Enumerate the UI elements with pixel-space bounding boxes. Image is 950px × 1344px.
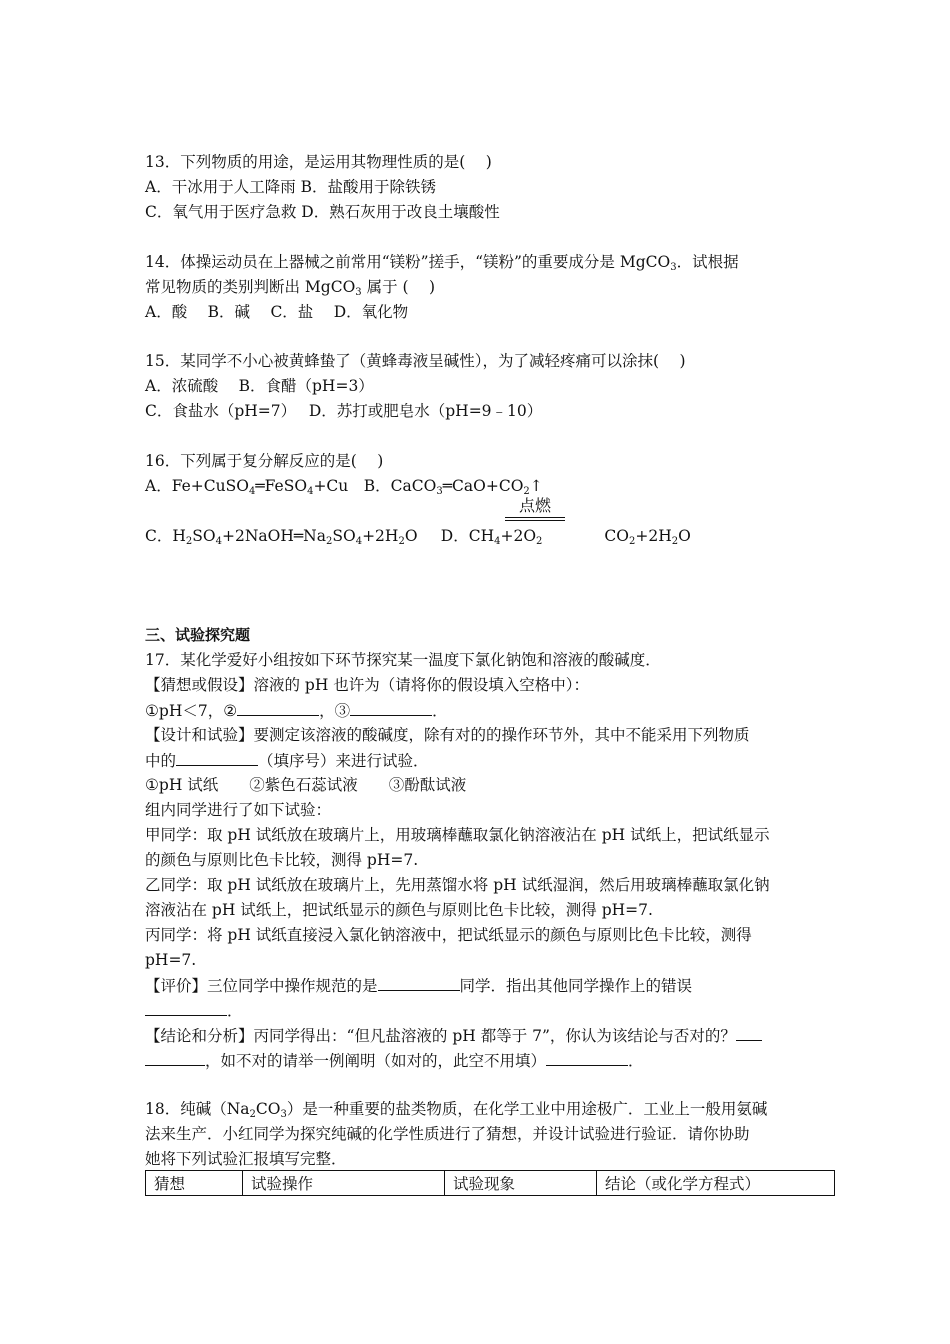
q17-conclusion-line2: ，如不对的请举一例阐明（如对的，此空不用填） ． [145,1050,644,1071]
q14-options: A．酸 B．碱 C．盐 D．氧化物 [145,303,409,321]
table-header-cell: 结论（或化学方程式） [597,1171,835,1196]
q14-stem-line2: 常见物质的类别判断出 MgCO$_3$ 属于 ( ) [145,278,436,298]
q17-reagents: ①pH 试纸 ②紫色石蕊试液 ③酚酞试液 [145,776,467,794]
table-header-cell: 试验操作 [243,1171,445,1196]
q17-evaluation: 【评价】三位同学中操作规范的是 同学．指出其他同学操作上的错误 [145,977,693,995]
q17-guess-items: ①pH＜7，② ，③ ． [145,702,448,720]
answer-blank[interactable] [736,1025,762,1041]
q17-stem: 17．某化学爱好小组按如下环节探究某一温度下氯化钠饱和溶液的酸碱度． [145,651,661,669]
q17-bing: 丙同学：将 pH 试纸直接浸入氯化钠溶液中，把试纸显示的颜色与原则比色卡比较，测得 [145,926,752,944]
q17-jia-line2: 的颜色与原则比色卡比较，测得 pH=7. [145,851,419,869]
answer-blank[interactable] [176,750,258,766]
table-header-cell: 猜想 [146,1171,243,1196]
q18-stem: 18．纯碱$(Na_2CO_3)$是一种重要的盐类物质，在化学工业中用途极广．工业上一般用氨碱 [145,1100,768,1120]
q18-stem-line2: 法来生产．小红同学为探究纯碱的化学性质进行了猜想，并设计试验进行验证．请你协助 [145,1125,750,1143]
q18-stem-line3: 她将下列试验汇报填写完整． [145,1150,347,1168]
answer-blank[interactable] [546,1050,628,1066]
q16-stem: 16．下列属于复分解反应的是( ) [145,452,384,470]
q17-evaluation-line2: ． [145,1000,243,1021]
answer-blank[interactable] [237,700,319,716]
q17-bing-line2: pH=7. [145,951,197,969]
answer-blank[interactable] [350,700,432,716]
reaction-condition [505,497,565,521]
q13-stem: 13．下列物质的用途，是运用其物理性质的是( ) [145,153,492,171]
q15-options-ab: A．浓硫酸 B．食醋（pH=3） [145,377,374,395]
q13-options-cd: C．氧气用于医疗急救 D．熟石灰用于改良土壤酸性 [145,203,500,221]
q17-intro: 组内同学进行了如下试验： [145,801,332,819]
q16-options-cd: C．$H_2SO_4+2NaOH═Na_2SO_4+2H_2O$ D．$CH_4+2O_2$ $CO_2+2H_2O$ [145,527,691,547]
experiment-report-table [145,1170,835,1196]
q16-options-ab: A．Fe+CuSO$_4$═FeSO$_4$+Cu B．$CaCO_3═CaO+CO_2↑$ [145,477,543,497]
q13-options-ab: A．干冰用于人工降雨 B．盐酸用于除铁锈 [145,178,437,196]
q17-conclusion: 【结论和分析】丙同学得出：“但凡盐溶液的 pH 都等于 7”，你认为该结论与否对的？ [145,1025,762,1046]
q15-options-cd: C．食盐水（pH=7） D．苏打或肥皂水（pH=9﹣10） [145,402,543,420]
table-header-row [146,1171,835,1196]
q17-yi-line2: 溶液沾在 pH 试纸上，把试纸显示的颜色与原则比色卡比较，测得 pH=7. [145,901,653,919]
section-heading: 三、试验探究题 [145,626,251,644]
q17-yi: 乙同学：取 pH 试纸放在玻璃片上，先用蒸馏水将 pH 试纸湿润，然后用玻璃棒蘸取氯化钠 [145,876,770,894]
answer-blank[interactable] [378,975,460,991]
table-header-cell: 试验现象 [445,1171,597,1196]
q15-stem: 15．某同学不小心被黄蜂蛰了（黄蜂毒液呈碱性），为了减轻疼痛可以涂抹( ) [145,352,686,370]
q17-design: 【设计和试验】要测定该溶液的酸碱度，除有对的的操作环节外，其中不能采用下列物质 [145,726,750,744]
q17-design-line2: 中的 （填序号）来进行试验． [145,752,429,770]
q17-guess: 【猜想或假设】溶液的 pH 也许为（请将你的假设填入空格中）： [145,676,590,694]
condition-label: 点燃 [518,496,551,515]
q17-jia: 甲同学：取 pH 试纸放在玻璃片上，用玻璃棒蘸取氯化钠溶液沾在 pH 试纸上，把试纸显示 [145,826,770,844]
q14-stem: 14．体操运动员在上器械之前常用“镁粉”搓手，“镁粉”的重要成分是 MgCO$_3$．试根据 [145,253,739,273]
answer-blank[interactable] [145,1000,227,1016]
answer-blank[interactable] [145,1050,205,1066]
equals-bar [505,517,565,521]
